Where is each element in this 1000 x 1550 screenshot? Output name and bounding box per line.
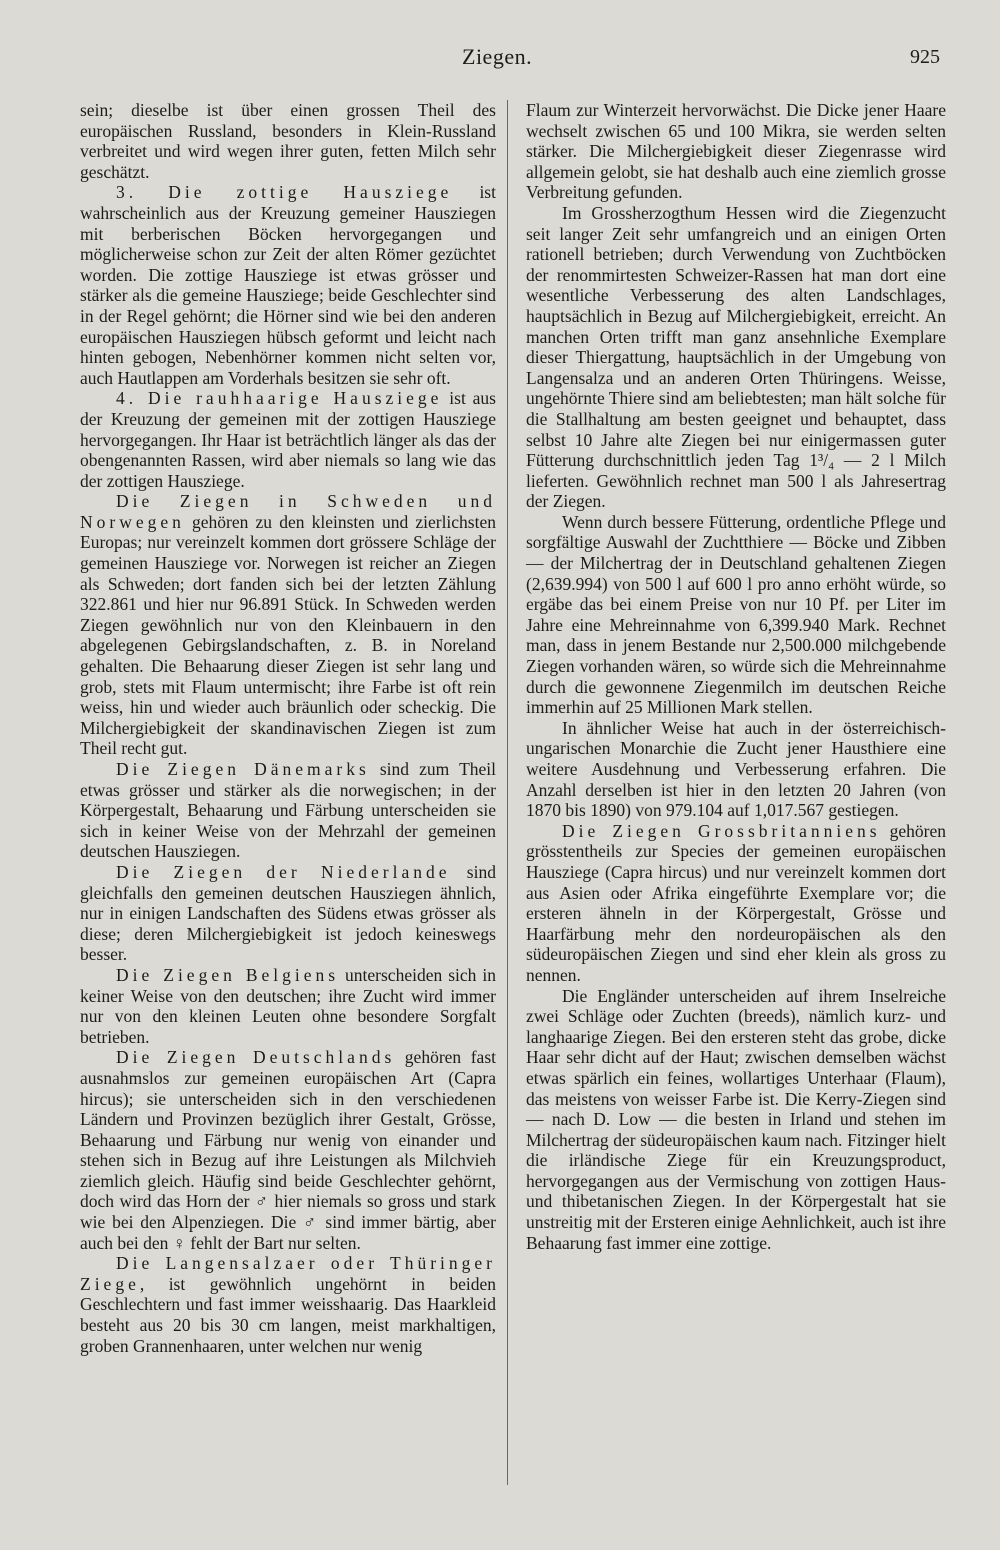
paragraph-text: ist wahrscheinlich aus der Kreuzung gemeiner Hausziegen mit berberischen Böcken hervorgegangen und möglicherweise schon zur Zeit der alten Römer gezüchtet worden. Die zottige Hausziege ist etwas grösser und stärker als die gemeine Hausziege; beide Geschlechter sind in der Regel gehörnt; die Hörner sind wie bei den anderen europäischen Hausziegen hübsch geformt und leicht nach hinten gebogen, Nebenhörner kommen nicht selten vor, auch Hautlappen am Vorderhals besitzen sie sehr oft. [80,182,496,388]
paragraph-text: unterscheiden sich in keiner Weise von den deutschen; ihre Zucht wird immer nur von den kleinen Leuten ohne besondere Sorgfalt betrieben. [80,964,496,1047]
section-heading: 4. Die rauhhaarige Hausziege [116,388,443,409]
paragraph-text: sind zum Theil etwas grösser und stärker als die norwegischen; in der Körpergestalt, Behaarung und Färbung unterscheiden sie sich in keiner Weise von der Mehrzahl der gemeinen deutschen Hausziegen. [80,759,497,862]
paragraph-text: gehören fast ausnahmslos zur gemeinen europäischen Art (Capra hircus); sie unterscheiden sich in den verschiedenen Ländern und Provinzen bezüglich ihrer Gestalt, Grösse, Behaarung und Färbung nur wenig von einander und stehen sich in Bezug auf ihre Leistungen als Milchvieh ziemlich gleich. Häufig sind beide Geschlechter gehörnt, doch wird das Horn der ♂ hier niemals so gross und stark wie bei den Alpenziegen. Die ♂ sind immer bärtig, aber auch bei den ♀ fehlt der Bart nur selten. [80,1047,496,1253]
paragraph-text: gehören grösstentheils zur Species der gemeinen europäischen Hausziege (Capra hircus) und nur vereinzelt kommen dort aus Asien oder Afrika eingeführte Exemplare vor; die ersteren ähneln in der Körpergestalt, Grösse und Haarfärbung mehr den nordeuropäischen als den südeuropäischen Ziegen und sind eher klein als gross zu nennen. [526,820,946,985]
section-heading: Die Langensalzaer oder Thüringer Ziege [80,1253,496,1294]
column-divider [507,100,508,1485]
page-title: Ziegen. [462,44,533,69]
paragraph [80,388,496,491]
paragraph [526,986,946,1254]
paragraph [526,203,946,512]
paragraph-text: sind gleichfalls den gemeinen deutschen Hausziegen ähnlich, nur in einigen Landschaften des Südens etwas grösser als diese; deren Milchergiebigkeit ist jedoch keineswegs besser. [80,861,496,965]
paragraph [526,512,946,718]
paragraph-text: Die Engländer unterscheiden auf ihrem Inselreiche zwei Schläge oder Zuchten (breeds), nämlich kurz- und langhaarige Ziegen. Bei den ersteren steht das grobe, dicke Haar sehr dicht auf der Haut; zwischen demselben wächst etwas spärlich ein feines, wollartiges Unterhaar (Flaum), das meistens von weisser Farbe ist. Die Kerry-Ziegen sind — nach D. Low — die besten in Irland und stehen im Milchertrag der südeuropäischen kaum nach. Fitzinger hielt die irländische Ziege für ein Kreuzungsproduct, hervorgegangen aus der Vermischung von zottigen Haus- und thibetanischen Ziegen. In der Körpergestalt hat sie unstreitig mit der Ersteren einige Aehnlichkeit, auch ist ihre Behaarung fast immer eine zottige. [526,985,946,1253]
section-heading: 3. Die zottige Hausziege [116,182,453,203]
paragraph-text: , ist gewöhnlich ungehörnt in beiden Geschlechtern und fast immer weisshaarig. Das Haarkleid besteht aus 20 bis 30 cm langen, meist markhaltigen, groben Grannenhaaren, unter welchen nur wenig [80,1273,496,1356]
section-heading: Die Ziegen der Niederlande [116,861,451,882]
section-heading: Die Ziegen Deutschlands [116,1047,396,1068]
paragraph [80,862,496,965]
paragraph [526,821,946,986]
paragraph [80,182,496,388]
page-number: 925 [910,46,940,68]
paragraph-text: Flaum zur Winterzeit hervorwächst. Die Dicke jener Haare wechselt zwischen 65 und 100 Mikra, sie werden selten stärker. Die Milchergiebigkeit dieser Ziegenrasse wird allgemein gelobt, sie hat deshalb auch eine ziemlich grosse Verbreitung gefunden. [526,100,946,203]
paragraph-text: sein; dieselbe ist über einen grossen Theil des europäischen Russland, besonders in Klein-Russland verbreitet und wird wegen ihrer guten, fetten Milch sehr geschätzt. [80,100,496,182]
paragraph-text: gehören zu den kleinsten und zierlichsten Europas; nur vereinzelt kommen dort grössere Schläge der gemeinen Hausziege vor. Norwegen ist reicher an Ziegen als Schweden; dort fanden sich bei der letzten Zählung 322.861 und hier nur 96.891 Stück. In Schweden werden Ziegen gewöhnlich nur von den Kleinbauern in den abgelegenen Gebirgslandschaften, z. B. in Noreland gehalten. Die Behaarung dieser Ziegen ist sehr lang und grob, stets mit Flaum untermischt; ihre Farbe ist oft rein weiss, hin und wieder auch bräunlich oder scheckig. Die Milchergiebigkeit der skandinavischen Ziegen ist zum Theil recht gut. [80,511,496,759]
paragraph [80,965,496,1047]
paragraph [80,759,496,862]
section-heading: Die Ziegen Dänemarks [116,759,370,779]
section-heading: Die Ziegen in Schweden und Norwegen [80,491,496,532]
paragraph [80,491,496,759]
paragraph [80,1047,496,1253]
paragraph-text: Im Grossherzogthum Hessen wird die Ziegenzucht seit langer Zeit sehr umfangreich und an einigen Orten rationell betrieben; durch Verwendung von Zuchtböcken der renommirtesten Schweizer-Rassen hat man dort eine wesentliche Verbesserung des alten Landschlages, hauptsächlich in Bezug auf Milchergiebigkeit, erreicht. An manchen Orten trifft man ganz ansehnliche Exemplare dieser Thiergattung, hauptsächlich in der Umgebung von Langensalza und an anderen Orten Thüringens. Weisse, ungehörnte Thiere sind am beliebtesten; man hält solche für die Stallhaltung am besten geeignet und behauptet, dass selbst 10 Jahre alte Ziegen bei nur einigermassen guter Fütterung durchschnittlich jeden Tag 1³/₄ — 2 l Milch lieferten. Gewöhnlich rechnet man 500 l als Jahresertrag der Ziegen. [526,202,946,512]
running-header [0,44,1000,76]
paragraph [80,1253,496,1356]
paragraph [526,718,946,821]
paragraph-text: Wenn durch bessere Fütterung, ordentliche Pflege und sorgfältige Auswahl der Zuchtthiere — Böcke und Zibben — der Milchertrag der in Deutschland gehaltenen Ziegen (2,639.994) von 500 l auf 600 l pro anno erhöht würde, so ergäbe das bei einem Preise von nur 10 Pf. per Liter im Jahre eine Mehreinnahme von 6,399.940 Mark. Rechnet man, dass in jenem Bestande nur 2,500.000 milchgebende Ziegen vorhanden wären, so würde sich die Mehreinnahme durch die gewonnene Ziegenmilch im deutschen Reiche immerhin auf 25 Millionen Mark stellen. [526,511,946,718]
paragraph-text: ist aus der Kreuzung der gemeinen mit der zottigen Hausziege hervorgegangen. Ihr Haar ist beträchtlich länger als das der obengenannten Rassen, wird aber niemals so lang wie das der zottigen Hausziege. [80,388,496,491]
right-column [526,100,946,1253]
paragraph-text: In ähnlicher Weise hat auch in der österreichisch-ungarischen Monarchie die Zucht jener Hausthiere eine weitere Ausdehnung und Verbesserung erfahren. Die Anzahl derselben ist hier in den letzten 20 Jahren (von 1870 bis 1890) von 979.104 auf 1,017.567 gestiegen. [526,717,946,821]
paragraph [526,100,946,203]
section-heading: Die Ziegen Belgiens [116,964,340,985]
section-heading: Die Ziegen Grossbritanniens [562,820,881,841]
left-column [80,100,496,1356]
paragraph [80,100,496,182]
